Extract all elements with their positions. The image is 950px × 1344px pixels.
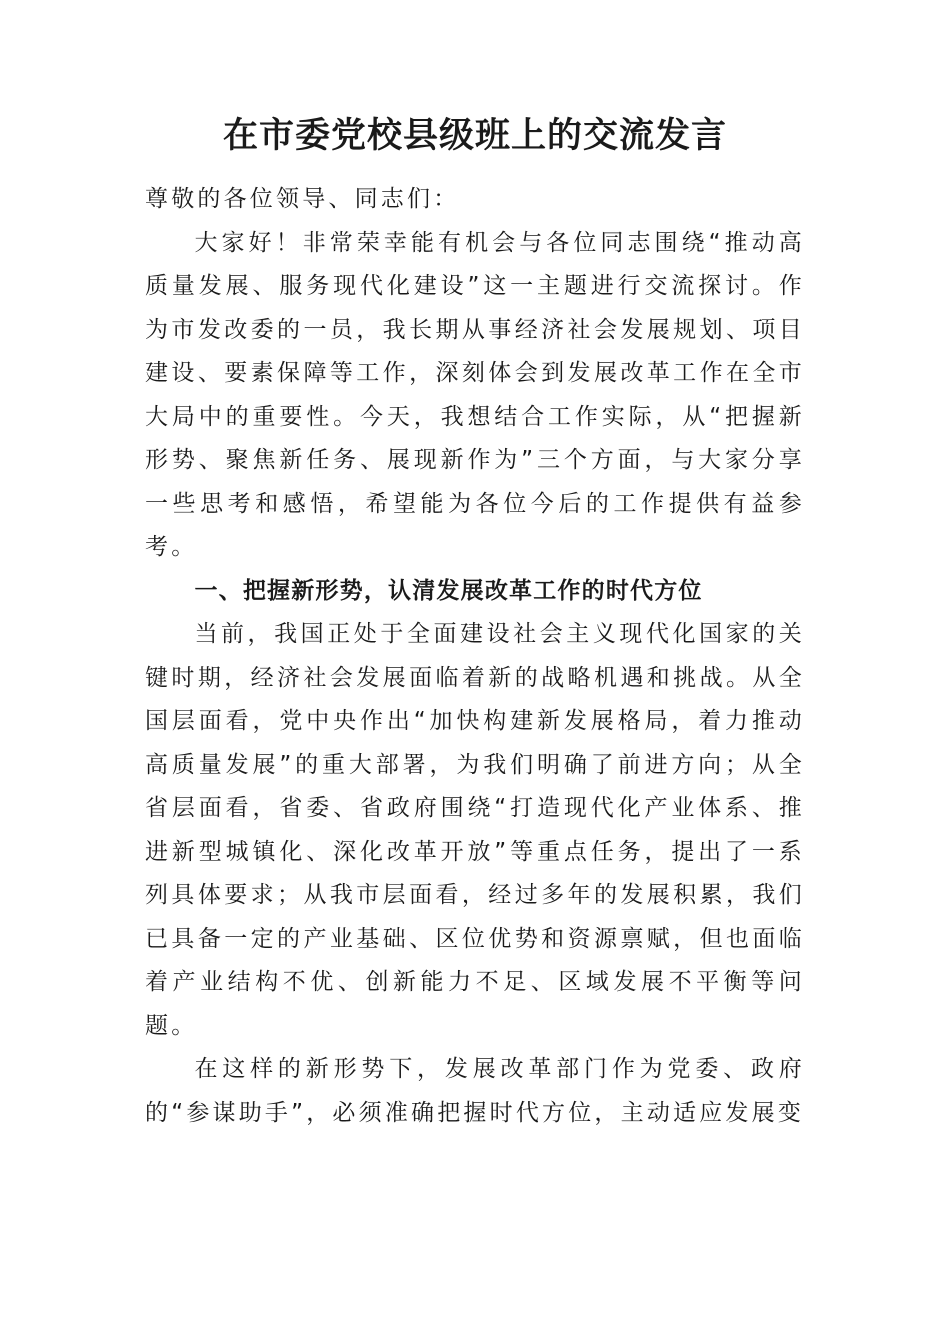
document-body <box>145 178 805 1135</box>
section-paragraph: 当前，我国正处于全面建设社会主义现代化国家的关键时期，经济社会发展面临着新的战略机遇和挑战。从全国层面看，党中央作出“加快构建新发展格局，着力推动高质量发展”的重大部署，为我们明确了前进方向；从全省层面看，省委、省政府围绕“打造现代化产业体系、推进新型城镇化、深化改革开放”等重点任务，提出了一系列具体要求；从我市层面看，经过多年的发展积累，我们已具备一定的产业基础、区位优势和资源禀赋，但也面临着产业结构不优、创新能力不足、区域发展不平衡等问题。 <box>145 621 805 1039</box>
section-heading: 一、把握新形势，认清发展改革工作的时代方位 <box>194 577 703 604</box>
section-paragraph: 在这样的新形势下，发展改革部门作为党委、政府的“参谋助手”，必须准确把握时代方位，主动适应发展变 <box>145 1056 805 1126</box>
salutation: 尊敬的各位领导、同志们： <box>145 186 460 212</box>
document-title: 在市委党校县级班上的交流发言 <box>222 115 727 156</box>
intro-paragraph: 大家好！非常荣幸能有机会与各位同志围绕“推动高质量发展、服务现代化建设”这一主题进行交流探讨。作为市发改委的一员，我长期从事经济社会发展规划、项目建设、要素保障等工作，深刻体会到发展改革工作在全市大局中的重要性。今天，我想结合工作实际，从“把握新形势、聚焦新任务、展现新作为”三个方面，与大家分享一些思考和感悟，希望能为各位今后的工作提供有益参考。 <box>145 229 805 560</box>
